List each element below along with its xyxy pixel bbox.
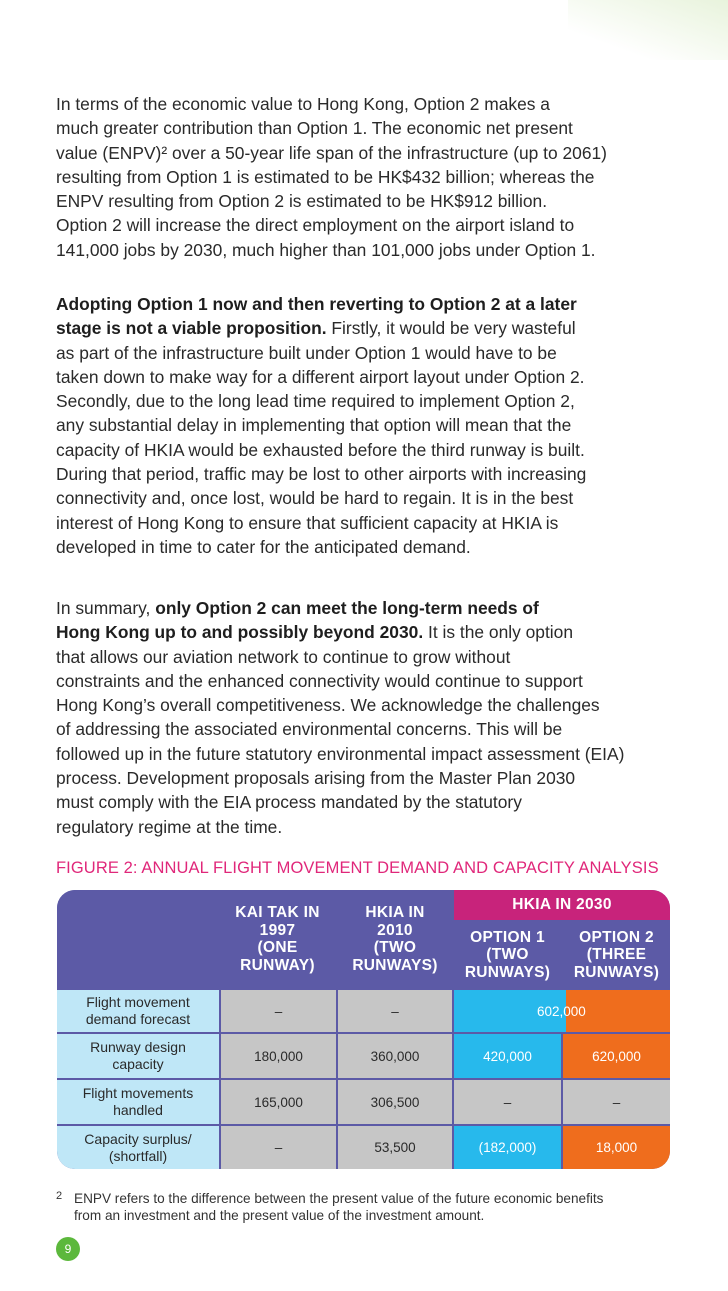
cell-option-2: 620,000 [563,1034,670,1078]
row-label-demand-forecast [57,990,219,1032]
cell-hkia-2010: 53,500 [338,1126,452,1169]
text-line: developed in time to cater for the anticipated demand. [56,536,471,557]
header-line: RUNWAY) [240,956,315,974]
header-line: 2010 [377,921,413,939]
figure-title: FIGURE 2: ANNUAL FLIGHT MOVEMENT DEMAND AND CAPACITY ANALYSIS [56,859,659,877]
text-line: process. Development proposals arising from the Master Plan 2030 [56,768,576,789]
page-number-badge: 9 [56,1237,80,1261]
header-option-2 [563,922,670,988]
text-line: regulatory regime at the time. [56,816,283,837]
row-label-capacity-surplus [57,1126,219,1169]
header-hkia-2010 [338,890,452,988]
text-line: connectivity and, once lost, would be hard to regain. It is in the best [56,488,574,509]
row-label-line: capacity [112,1056,164,1072]
text-line: In summary, [56,598,156,618]
corner-decoration [568,0,728,60]
text-line: constraints and the enhanced connectivity would continue to support [56,670,583,691]
text-line: Firstly, it would be very wasteful [326,318,576,339]
text-line: 141,000 jobs by 2030, much higher than 101,000 jobs under Option 1. [56,239,596,260]
text-line: any substantial delay in implementing that option will mean that the [56,415,572,436]
text-line: In terms of the economic value to Hong Kong, Option 2 makes a [56,94,550,114]
text-line: much greater contribution than Option 1. The economic net present [56,118,573,139]
paragraph-summary [56,596,676,839]
header-line: RUNWAYS) [464,963,551,981]
text-line: Hong Kong’s overall competitiveness. We acknowledge the challenges [56,695,600,716]
text-line: resulting from Option 1 is estimated to be HK$432 billion; whereas the [56,166,595,187]
row-label-line: Runway design [90,1039,186,1055]
row-label-line: handled [113,1102,163,1118]
footnote [74,1191,674,1224]
cell-hkia-2030-demand [454,990,670,1032]
text-line: capacity of HKIA would be exhausted before the third runway is built. [56,439,585,460]
header-hkia-2030: HKIA IN 2030 [454,890,670,920]
paragraph-option-reversion [56,292,676,559]
bold-text: Adopting Option 1 now and then reverting to Option 2 at a later [56,294,577,314]
bold-text: stage is not a viable proposition. [56,318,327,339]
header-line: (TWO [373,939,417,956]
cell-kai-tak: – [221,990,336,1032]
cell-kai-tak: 180,000 [221,1034,336,1078]
header-corner [57,890,219,988]
header-line: (ONE [257,939,298,956]
text-line: as part of the infrastructure built under Option 1 would have to be [56,342,557,363]
cell-option-1: 420,000 [454,1034,561,1078]
text-line: interest of Hong Kong to ensure that sufficient capacity at HKIA is [56,512,559,533]
row-label-movements-handled [57,1080,219,1124]
cell-hkia-2010: 306,500 [338,1080,452,1124]
paragraph-economic-value [56,92,676,262]
header-line: OPTION 1 [470,928,545,946]
cell-kai-tak: – [221,1126,336,1169]
header-line: RUNWAYS) [352,956,438,974]
bold-text: only Option 2 can meet the long-term needs of [155,598,539,618]
header-line: KAI TAK IN [235,904,320,921]
row-label-line: demand forecast [85,1011,191,1027]
header-line: RUNWAYS) [573,963,660,981]
text-line: that allows our aviation network to continue to grow without [56,646,511,667]
text-line: Option 2 will increase the direct employment on the airport island to [56,215,575,236]
demand-value: 602,000 [537,1003,586,1019]
header-kai-tak-1997 [219,890,336,988]
row-label-line: (shortfall) [108,1147,168,1164]
capacity-analysis-table [57,890,670,1169]
cell-option-2: 18,000 [563,1126,670,1169]
cell-hkia-2010: 360,000 [338,1034,452,1078]
header-option-1 [454,922,561,988]
header-line: (TWO [486,946,529,964]
text-line: of addressing the associated environmental concerns. This will be [56,719,563,740]
row-label-line: Flight movement [86,994,190,1010]
header-line: 1997 [259,921,296,939]
row-label-runway-capacity [57,1034,219,1078]
text-line: During that period, traffic may be lost to other airports with increasing [56,464,587,485]
text-line: Secondly, due to the long lead time required to implement Option 2, [56,391,575,412]
cell-kai-tak: 165,000 [221,1080,336,1124]
row-label-line: Capacity surplus/ [84,1130,192,1147]
cell-hkia-2010: – [338,990,452,1032]
cell-option-1: (182,000) [454,1126,561,1169]
row-label-line: Flight movements [82,1085,194,1101]
text-line: followed up in the future statutory environmental impact assessment (EIA) [56,743,625,764]
text-line: must comply with the EIA process mandated by the statutory [56,792,522,813]
text-line: It is the only option [423,622,574,643]
footnote-line: ENPV refers to the difference between the present value of the future economic benefits [74,1191,604,1206]
text-line: value (ENPV)² over a 50-year life span of the infrastructure (up to 2061) [56,142,607,163]
header-line: (THREE [586,946,647,964]
cell-option-1: – [454,1080,561,1124]
header-line: HKIA IN [365,904,425,921]
text-line: ENPV resulting from Option 2 is estimated to be HK$912 billion. [56,191,548,212]
header-line: OPTION 2 [579,928,654,946]
text-line: taken down to make way for a different airport layout under Option 2. [56,366,585,387]
footnote-line: from an investment and the present value of the investment amount. [74,1207,485,1223]
footnote-marker: 2 [56,1190,63,1202]
bold-text: Hong Kong up to and possibly beyond 2030. [56,622,424,643]
cell-option-2: – [563,1080,670,1124]
